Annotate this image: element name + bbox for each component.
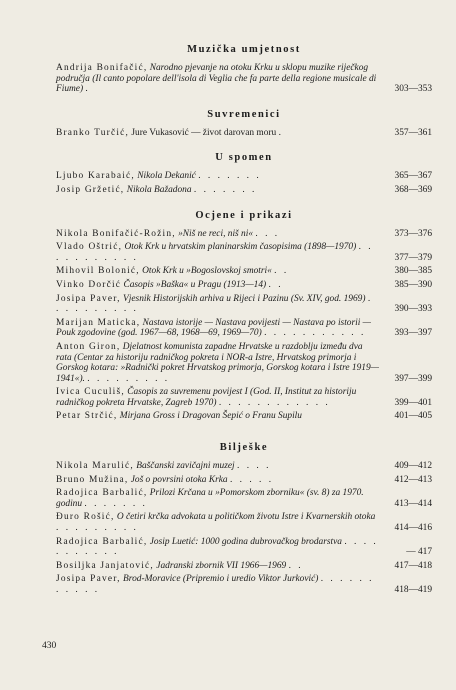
entry-title: Djelatnost komunista zapadne Hrvatske u razdoblju između dva rata (Centar za historiju radničkog pokreta i NOR-a Istre, Hrvatskog primorja i Gorskog kotara: »Radnički pokret Hrvatskog primorja, Gorskog kotara i Istre 1919—1941«). <box>56 341 379 384</box>
toc-entry <box>56 574 432 595</box>
toc-entry <box>56 294 432 315</box>
entry-title: Časopis za suvremenu povijest I (God. II, Institut za historiju radničkog pokreta Hrvatske, Zagreb 1970) <box>56 387 357 408</box>
toc-entry <box>56 242 432 263</box>
leader-dots: . . . . . . . <box>198 171 262 182</box>
leader-dots: . . . . . . . . . . <box>56 293 373 315</box>
entry-author: Đuro Rošić, <box>56 512 115 523</box>
entry-title: Narodno pjevanje na otoku Krku u sklopu muzike riječkog područja (Il canto popolare dell'isola di Veglia che fa parte della regione musicale di Fiume) <box>56 63 377 95</box>
entry-title: Nikola Dekanić <box>137 171 196 182</box>
entry-pages: 377—379 <box>394 252 432 263</box>
toc-entry <box>56 488 432 509</box>
entry-text <box>56 537 380 558</box>
section-suvremenici <box>56 109 432 139</box>
leader-dots: . . . . . . . <box>84 498 148 509</box>
leader-dots: . . . <box>255 228 280 239</box>
entry-author: Bruno Mužina, <box>56 474 129 485</box>
entry-title: Mirjana Gross i Dragovan Šepić o Franu Supilu <box>119 411 302 422</box>
toc-entry <box>56 185 432 196</box>
entry-title: Baščanski zavičajni muzej <box>136 461 235 472</box>
entry-text <box>56 280 380 291</box>
entry-text <box>56 574 380 595</box>
entry-pages: 390—393 <box>394 304 432 315</box>
leader-dots: . . . . . . . . . <box>56 523 139 534</box>
entry-title: Jadranski zbornik VII 1966—1969 <box>156 560 287 571</box>
entry-author: Petar Strčić, <box>56 411 118 422</box>
toc-entry <box>56 280 432 291</box>
leader-dots: . . . . . . . . . . . <box>56 536 379 558</box>
entry-pages: 373—376 <box>394 228 432 239</box>
entry-pages: 365—367 <box>394 171 432 182</box>
entry-author: Ljubo Karabaić, <box>56 171 135 182</box>
entry-text <box>56 63 380 95</box>
entry-pages: 397—399 <box>394 373 432 384</box>
leader-dots: . <box>85 84 91 95</box>
section-biljeske <box>56 442 432 596</box>
toc-entry <box>56 229 432 240</box>
entry-pages: 385—390 <box>394 279 432 290</box>
entry-pages: — 417 <box>406 547 432 558</box>
entry-text <box>56 171 380 182</box>
entry-author: Marijan Maticka, <box>56 317 141 328</box>
entry-title: O četiri krčka advokata u političkom životu Istre i Kvarnerskih otoka <box>116 512 376 523</box>
entry-title: Otok Krk u hrvatskim planinarskim časopisima (1898—1970) <box>124 242 357 253</box>
entry-pages: 303—353 <box>394 84 432 95</box>
entry-text <box>56 387 380 408</box>
section-title: Muzička umjetnost <box>187 44 301 55</box>
entry-title: »Niš ne reci, niš ni« <box>178 228 254 239</box>
leader-dots: . . . . <box>237 461 271 472</box>
entry-pages: 412—413 <box>394 474 432 485</box>
entry-text <box>56 185 380 196</box>
leader-dots: . . . . . <box>229 474 274 485</box>
entry-title: Josip Luetić: 1000 godina dubrovačkog brodarstva <box>149 536 342 547</box>
entry-title: Časopis »Baška« u Pragu (1913—14) <box>123 279 267 290</box>
toc-entry <box>56 537 432 558</box>
entry-text <box>56 461 380 472</box>
section-uspomen <box>56 152 432 195</box>
entry-text <box>56 294 380 315</box>
entry-pages: 418—419 <box>394 585 432 595</box>
entry-pages: 368—369 <box>394 184 432 195</box>
toc-entry <box>56 171 432 182</box>
entry-pages: 380—385 <box>394 266 432 277</box>
entry-text <box>56 488 380 509</box>
leader-dots: . . . . . . . . . . . <box>56 242 374 263</box>
entry-text <box>56 266 380 277</box>
entry-title: Otok Krk u »Bogoslovskoj smotri« <box>142 266 272 277</box>
entry-pages: 409—412 <box>394 461 432 472</box>
entry-title: Još o povrsini otoka Krka <box>130 474 228 485</box>
section-title: U spomen <box>215 152 273 164</box>
toc-entry <box>56 561 432 572</box>
entry-title: Prilozi Krčana u »Pomorskom zborniku« (sv. 8) za 1970. godinu <box>56 488 364 509</box>
leader-dots: . . . . . . . <box>193 184 257 195</box>
entry-author: Mihovil Bolonić, <box>56 266 140 277</box>
entry-author: Branko Turčić, <box>56 127 130 138</box>
toc-entry <box>56 512 432 533</box>
page-number: 430 <box>42 641 57 651</box>
entry-pages: 414—416 <box>394 523 432 534</box>
entry-author: Josipa Paver, <box>56 574 121 585</box>
entry-title: Brod-Moravice (Pripremio i uredio Viktor Jurković) <box>123 574 319 585</box>
entry-pages: 399—401 <box>394 397 432 408</box>
entry-author: Nikola Bonifačić-Rožin, <box>56 228 176 239</box>
toc-entry <box>56 128 432 139</box>
entry-pages: 393—397 <box>394 328 432 339</box>
toc-entry <box>56 475 432 486</box>
entry-text <box>56 242 380 263</box>
section-muzicka <box>56 44 432 95</box>
entry-text <box>56 411 380 422</box>
entry-text <box>56 512 380 533</box>
entry-author: Vlado Oštrić, <box>56 242 123 253</box>
leader-dots: . . <box>268 279 284 290</box>
entry-author: Ivica Cuculiš, <box>56 387 125 398</box>
entry-author: Anton Giron, <box>56 341 121 352</box>
entry-text <box>56 342 380 384</box>
entry-text <box>56 229 380 240</box>
entry-author: Radojica Barbalić, <box>56 536 148 547</box>
entry-author: Vinko Dorčić <box>56 279 122 290</box>
toc-entry <box>56 63 432 95</box>
entry-author: Radojica Barbalić, <box>56 488 148 499</box>
entry-author: Andrija Bonifačić, <box>56 63 148 73</box>
section-ocjene <box>56 210 432 423</box>
leader-dots: . . <box>274 266 289 277</box>
toc-entry <box>56 387 432 408</box>
entry-title: Nikola Bažadona <box>126 184 192 195</box>
entry-title: Vjesnik Historijskih arhiva u Rijeci i Pazinu (Sv. XIV, god. 1969) <box>123 293 366 304</box>
entry-text <box>56 475 380 486</box>
entry-author: Josip Gržetić, <box>56 184 125 195</box>
entry-title: Jure Vukasović — život darovan moru <box>131 127 277 138</box>
leader-dots: . . <box>288 560 304 571</box>
toc-entry <box>56 461 432 472</box>
entry-pages: 417—418 <box>394 560 432 571</box>
entry-author: Josipa Paver, <box>56 293 121 304</box>
leader-dots: . . . . . . . . . . . <box>56 574 375 595</box>
entry-pages: 357—361 <box>394 127 432 138</box>
leader-dots: . . . . . . . . . . . <box>264 328 366 339</box>
leader-dots: . . . . . . . . . . . . <box>218 397 331 408</box>
section-title: Suvremenici <box>207 108 281 120</box>
leader-dots: . <box>278 127 284 138</box>
entry-text <box>56 128 380 139</box>
toc-entry <box>56 342 432 384</box>
entry-author: Nikola Marulić, <box>56 461 134 472</box>
entry-text <box>56 561 380 572</box>
toc-entry <box>56 411 432 422</box>
entry-pages: 401—405 <box>394 411 432 422</box>
entry-title: Nastava istorije — Nastava povijesti — Nastava po istorii — Pouk zgodovine (god. 1967—68, 1968—69, 1969—70) <box>56 317 372 339</box>
toc-entry <box>56 318 432 339</box>
entry-text <box>56 318 380 339</box>
section-title: Ocjene i prikazi <box>195 209 293 221</box>
toc-entry <box>56 266 432 277</box>
entry-pages: 413—414 <box>394 498 432 509</box>
leader-dots: . . . . . . . . . <box>87 373 170 384</box>
section-title: Bilješke <box>219 442 269 454</box>
table-of-contents <box>56 44 432 599</box>
entry-author: Bosiljka Janjatović, <box>56 560 154 571</box>
